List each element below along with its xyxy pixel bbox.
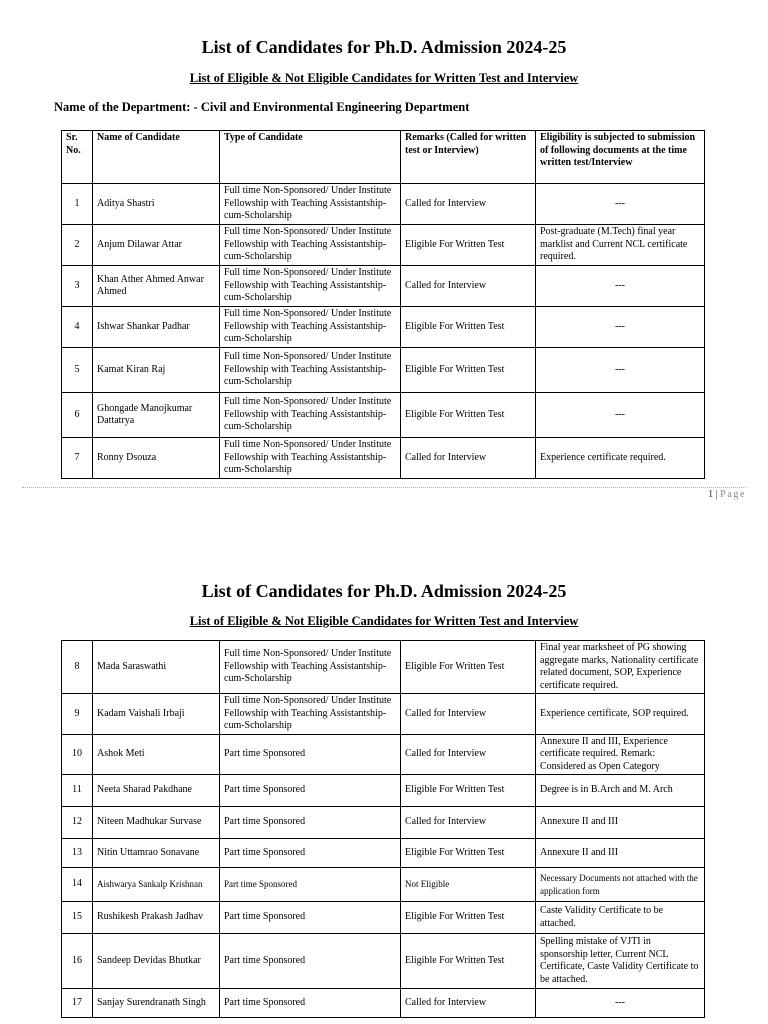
eligibility-cell: Annexure II and III, Experience certificate required. Remark: Considered as Open Category — [536, 734, 705, 775]
sr-no-cell: 6 — [62, 393, 93, 438]
remarks-cell: Eligible For Written Test — [401, 902, 536, 934]
sr-no-cell: 13 — [62, 839, 93, 868]
eligibility-cell: --- — [536, 393, 705, 438]
candidate-name-cell: Ghongade Manojkumar Dattatrya — [93, 393, 220, 438]
candidate-name-cell: Aditya Shastri — [93, 184, 220, 225]
eligibility-cell: --- — [536, 307, 705, 348]
eligibility-cell: Degree is in B.Arch and M. Arch — [536, 775, 705, 807]
page-subtitle: List of Eligible & Not Eligible Candidates for Written Test and Interview — [189, 614, 579, 628]
candidate-type-cell: Part time Sponsored — [220, 934, 401, 989]
candidate-type-cell: Full time Non-Sponsored/ Under Institute Fellowship with Teaching Assistantship-cum-Scholarship — [220, 184, 401, 225]
remarks-cell: Eligible For Written Test — [401, 934, 536, 989]
sr-no-cell: 17 — [62, 989, 93, 1018]
candidate-type-cell: Full time Non-Sponsored/ Under Institute Fellowship with Teaching Assistantship-cum-Scholarship — [220, 225, 401, 266]
eligibility-cell: Caste Validity Certificate to be attached. — [536, 902, 705, 934]
eligibility-cell: Experience certificate, SOP required. — [536, 694, 705, 735]
table-row — [62, 184, 705, 225]
candidate-type-cell: Full time Non-Sponsored/ Under Institute Fellowship with Teaching Assistantship-cum-Scholarship — [220, 393, 401, 438]
sr-no-cell: 4 — [62, 307, 93, 348]
eligibility-cell: Annexure II and III — [536, 839, 705, 868]
candidate-type-cell: Full time Non-Sponsored/ Under Institute Fellowship with Teaching Assistantship-cum-Scholarship — [220, 348, 401, 393]
table-row — [62, 438, 705, 479]
table-row — [62, 934, 705, 989]
candidate-name-cell: Aishwarya Sankalp Krishnan — [93, 868, 220, 902]
eligibility-cell: --- — [536, 348, 705, 393]
candidates-table — [61, 130, 705, 479]
department-label: Name of the Department: - Civil and Environmental Engineering Department — [54, 100, 470, 114]
table-row — [62, 694, 705, 735]
candidate-name-cell: Rushikesh Prakash Jadhav — [93, 902, 220, 934]
page-footer — [708, 489, 746, 500]
table-row — [62, 266, 705, 307]
candidate-type-cell: Part time Sponsored — [220, 807, 401, 839]
eligibility-cell: --- — [536, 266, 705, 307]
candidate-type-cell: Part time Sponsored — [220, 989, 401, 1018]
remarks-cell: Called for Interview — [401, 989, 536, 1018]
eligibility-cell: --- — [536, 184, 705, 225]
candidate-type-cell: Part time Sponsored — [220, 839, 401, 868]
candidate-name-cell: Kadam Vaishali Irbaji — [93, 694, 220, 735]
table-row — [62, 868, 705, 902]
eligibility-cell: Final year marksheet of PG showing aggregate marks, Nationality certificate related document, SOP, Experience certificate required. — [536, 641, 705, 694]
candidate-name-cell: Ashok Meti — [93, 734, 220, 775]
eligibility-cell: Post-graduate (M.Tech) final year marklist and Current NCL certificate required. — [536, 225, 705, 266]
remarks-cell: Not Eligible — [401, 868, 536, 902]
table-row — [62, 775, 705, 807]
table-row — [62, 307, 705, 348]
candidate-name-cell: Niteen Madhukar Survase — [93, 807, 220, 839]
eligibility-cell: --- — [536, 989, 705, 1018]
candidates-table — [61, 640, 705, 1018]
sr-no-cell: 5 — [62, 348, 93, 393]
table-row — [62, 641, 705, 694]
sr-no-cell: 16 — [62, 934, 93, 989]
table-row — [62, 348, 705, 393]
sr-no-cell: 10 — [62, 734, 93, 775]
candidate-name-cell: Anjum Dilawar Attar — [93, 225, 220, 266]
remarks-cell: Called for Interview — [401, 438, 536, 479]
remarks-cell: Called for Interview — [401, 807, 536, 839]
candidate-name-cell: Ronny Dsouza — [93, 438, 220, 479]
page-number: 1 | — [708, 489, 721, 500]
remarks-cell: Eligible For Written Test — [401, 641, 536, 694]
remarks-cell: Called for Interview — [401, 184, 536, 225]
header-type: Type of Candidate — [220, 131, 401, 184]
candidate-name-cell: Ishwar Shankar Padhar — [93, 307, 220, 348]
candidate-name-cell: Sandeep Devidas Bhutkar — [93, 934, 220, 989]
remarks-cell: Called for Interview — [401, 694, 536, 735]
table-row — [62, 807, 705, 839]
page-title: List of Candidates for Ph.D. Admission 2024-25 — [201, 581, 567, 601]
remarks-cell: Eligible For Written Test — [401, 225, 536, 266]
sr-no-cell: 15 — [62, 902, 93, 934]
eligibility-cell: Spelling mistake of VJTI in sponsorship letter, Current NCL Certificate, Caste Validity Certificate to be attached. — [536, 934, 705, 989]
remarks-cell: Called for Interview — [401, 734, 536, 775]
sr-no-cell: 7 — [62, 438, 93, 479]
table-row — [62, 393, 705, 438]
remarks-cell: Eligible For Written Test — [401, 307, 536, 348]
candidate-type-cell: Part time Sponsored — [220, 868, 401, 902]
header-eligibility: Eligibility is subjected to submission of following documents at the time written test/Interview — [536, 131, 705, 184]
eligibility-cell: Necessary Documents not attached with the application form — [536, 868, 705, 902]
candidate-name-cell: Neeta Sharad Pakdhane — [93, 775, 220, 807]
sr-no-cell: 14 — [62, 868, 93, 902]
eligibility-cell: Annexure II and III — [536, 807, 705, 839]
document-page-1 — [0, 0, 768, 505]
document-page-2 — [0, 545, 768, 1024]
sr-no-cell: 9 — [62, 694, 93, 735]
table-header-row — [62, 131, 705, 184]
remarks-cell: Eligible For Written Test — [401, 393, 536, 438]
candidate-name-cell: Kamat Kiran Raj — [93, 348, 220, 393]
sr-no-cell: 1 — [62, 184, 93, 225]
table-row — [62, 989, 705, 1018]
candidate-type-cell: Part time Sponsored — [220, 734, 401, 775]
remarks-cell: Eligible For Written Test — [401, 348, 536, 393]
sr-no-cell: 11 — [62, 775, 93, 807]
candidate-type-cell: Part time Sponsored — [220, 775, 401, 807]
candidate-type-cell: Full time Non-Sponsored/ Under Institute Fellowship with Teaching Assistantship-cum-Scholarship — [220, 266, 401, 307]
table-row — [62, 839, 705, 868]
table-row — [62, 225, 705, 266]
page-subtitle: List of Eligible & Not Eligible Candidates for Written Test and Interview — [189, 71, 579, 85]
candidate-name-cell: Khan Ather Ahmed Anwar Ahmed — [93, 266, 220, 307]
candidate-name-cell: Sanjay Surendranath Singh — [93, 989, 220, 1018]
candidate-type-cell: Full time Non-Sponsored/ Under Institute Fellowship with Teaching Assistantship-cum-Scholarship — [220, 641, 401, 694]
candidate-type-cell: Full time Non-Sponsored/ Under Institute Fellowship with Teaching Assistantship-cum-Scholarship — [220, 438, 401, 479]
sr-no-cell: 12 — [62, 807, 93, 839]
remarks-cell: Eligible For Written Test — [401, 775, 536, 807]
header-name: Name of Candidate — [93, 131, 220, 184]
candidate-type-cell: Full time Non-Sponsored/ Under Institute Fellowship with Teaching Assistantship-cum-Scholarship — [220, 307, 401, 348]
sr-no-cell: 2 — [62, 225, 93, 266]
sr-no-cell: 3 — [62, 266, 93, 307]
header-sr-no: Sr. No. — [62, 131, 93, 184]
remarks-cell: Called for Interview — [401, 266, 536, 307]
remarks-cell: Eligible For Written Test — [401, 839, 536, 868]
candidate-name-cell: Nitin Uttamrao Sonavane — [93, 839, 220, 868]
candidate-type-cell: Full time Non-Sponsored/ Under Institute Fellowship with Teaching Assistantship-cum-Scholarship — [220, 694, 401, 735]
header-remarks: Remarks (Called for written test or Interview) — [401, 131, 536, 184]
page-title: List of Candidates for Ph.D. Admission 2024-25 — [201, 37, 567, 57]
table-row — [62, 902, 705, 934]
eligibility-cell: Experience certificate required. — [536, 438, 705, 479]
page-word: Page — [720, 489, 746, 500]
sr-no-cell: 8 — [62, 641, 93, 694]
table-row — [62, 734, 705, 775]
page-divider — [22, 487, 746, 488]
candidate-type-cell: Part time Sponsored — [220, 902, 401, 934]
candidate-name-cell: Mada Saraswathi — [93, 641, 220, 694]
